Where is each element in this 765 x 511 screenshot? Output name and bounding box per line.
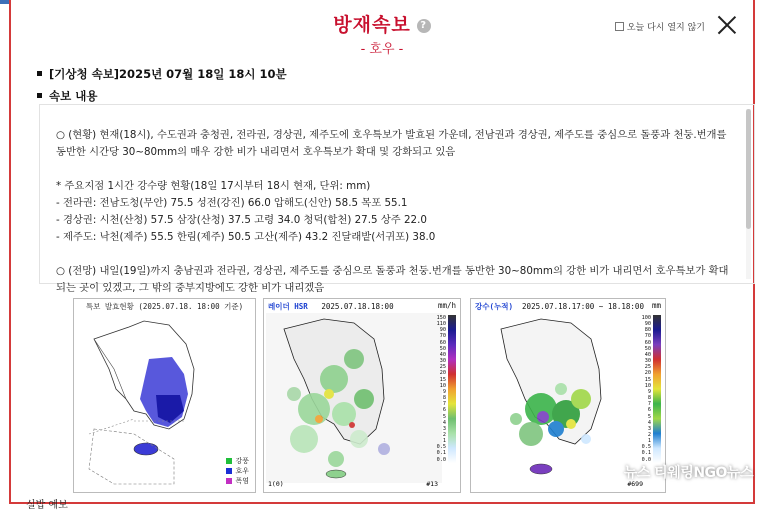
question-icon[interactable]: ? — [417, 19, 431, 33]
radar-scale: 150 110 90 70 60 50 40 30 25 20 15 10 9 8 7 6 5 4 3 2 1 0.5 0.1 0.0 — [436, 315, 446, 463]
news-watermark: 뉴스 티웨링NGO뉴스 — [623, 465, 753, 481]
popup-subtitle: - 호우 - — [360, 42, 404, 57]
warning-map-title: 특보 발효현황 (2025.07.18. 18:00 기준) — [85, 302, 244, 311]
status-paragraph: ○ (현황) 현재(18시), 수도권과 충청권, 전라권, 경상권, 제주도에 호우특보가 발효된 가운데, 전남권과 경상권, 제주도를 중심으로 돌풍과 천둥.번개를 동반한 시간당 30~80mm의 매우 강한 비가 내리면서 호우특보가 확대 및 강화되고 있음 — [56, 129, 727, 158]
radar-colorbar — [448, 315, 456, 463]
outlook-paragraph: ○ (전망) 내일(19일)까지 충남권과 전라권, 경상권, 제주도를 중심으로 돌풍과 천둥.번개를 동반한 30~80mm의 강한 비가 내리면서 호우특보가 확대되는 곳이 있겠고, 그 밖의 중부지방에도 강한 비가 내리겠음 — [56, 265, 729, 294]
dismiss-today-checkbox[interactable] — [615, 22, 624, 31]
bulletin-headline: [기상청 속보]2025년 07월 18일 18시 10분 — [37, 66, 287, 82]
legend-item: 강풍 — [226, 456, 249, 466]
radar-footer-left: 1(0) — [268, 480, 284, 488]
scrollbar-thumb[interactable] — [746, 109, 751, 229]
radar-map — [263, 298, 461, 493]
warning-status-map — [73, 298, 256, 493]
bulletin-message-box[interactable] — [39, 104, 755, 294]
rain-colorbar — [653, 315, 661, 463]
jeju-readings: - 제주도: 낙천(제주) 55.5 한림(제주) 50.5 고산(제주) 43.2 진달래밭(서귀포) 38.0 — [56, 231, 436, 243]
stations-heading: * 주요지점 1시간 강수량 현황(18일 17시부터 18시 현재, 단위: mm) — [56, 180, 371, 192]
radar-label: 레이더 HSR — [268, 302, 308, 311]
warning-legend — [226, 456, 249, 486]
rain-scale: 100 90 80 70 60 50 40 30 25 20 15 10 9 8 7 6 5 4 3 2 1 0.5 0.1 0.0 — [641, 315, 651, 463]
radar-unit: mm/h — [437, 301, 456, 310]
legend-item: 호우 — [226, 466, 249, 476]
bulletin-section-label: 속보 내용 — [37, 88, 97, 104]
rain-label: 강수(누적) — [475, 302, 514, 311]
bulletin-message-text — [56, 127, 732, 297]
dismiss-today-label[interactable]: 오늘 다시 열지 않기 — [626, 23, 705, 33]
bottom-section-label: 실밥 예보 — [26, 500, 68, 511]
legend-item: 폭염 — [226, 476, 249, 486]
rain-footer: #699 — [627, 480, 643, 488]
rain-time: 2025.07.18.17:00 ~ 18.18:00 — [522, 302, 644, 311]
radar-time: 2025.07.18.18:00 — [321, 302, 394, 311]
jeolla-readings: - 전라권: 전남도청(무안) 75.5 성전(강진) 66.0 압해도(신안) 58.5 목포 55.1 — [56, 197, 408, 209]
rain-unit: mm — [651, 301, 661, 310]
popup-title: 방재속보 — [333, 14, 411, 36]
radar-footer-right: #13 — [426, 480, 438, 488]
dismiss-today-option[interactable] — [615, 20, 705, 33]
close-icon[interactable] — [717, 15, 737, 35]
gyeongsang-readings: - 경상권: 시천(산청) 57.5 삼장(산청) 37.5 고령 34.0 청덕(합천) 27.5 상주 22.0 — [56, 214, 427, 226]
